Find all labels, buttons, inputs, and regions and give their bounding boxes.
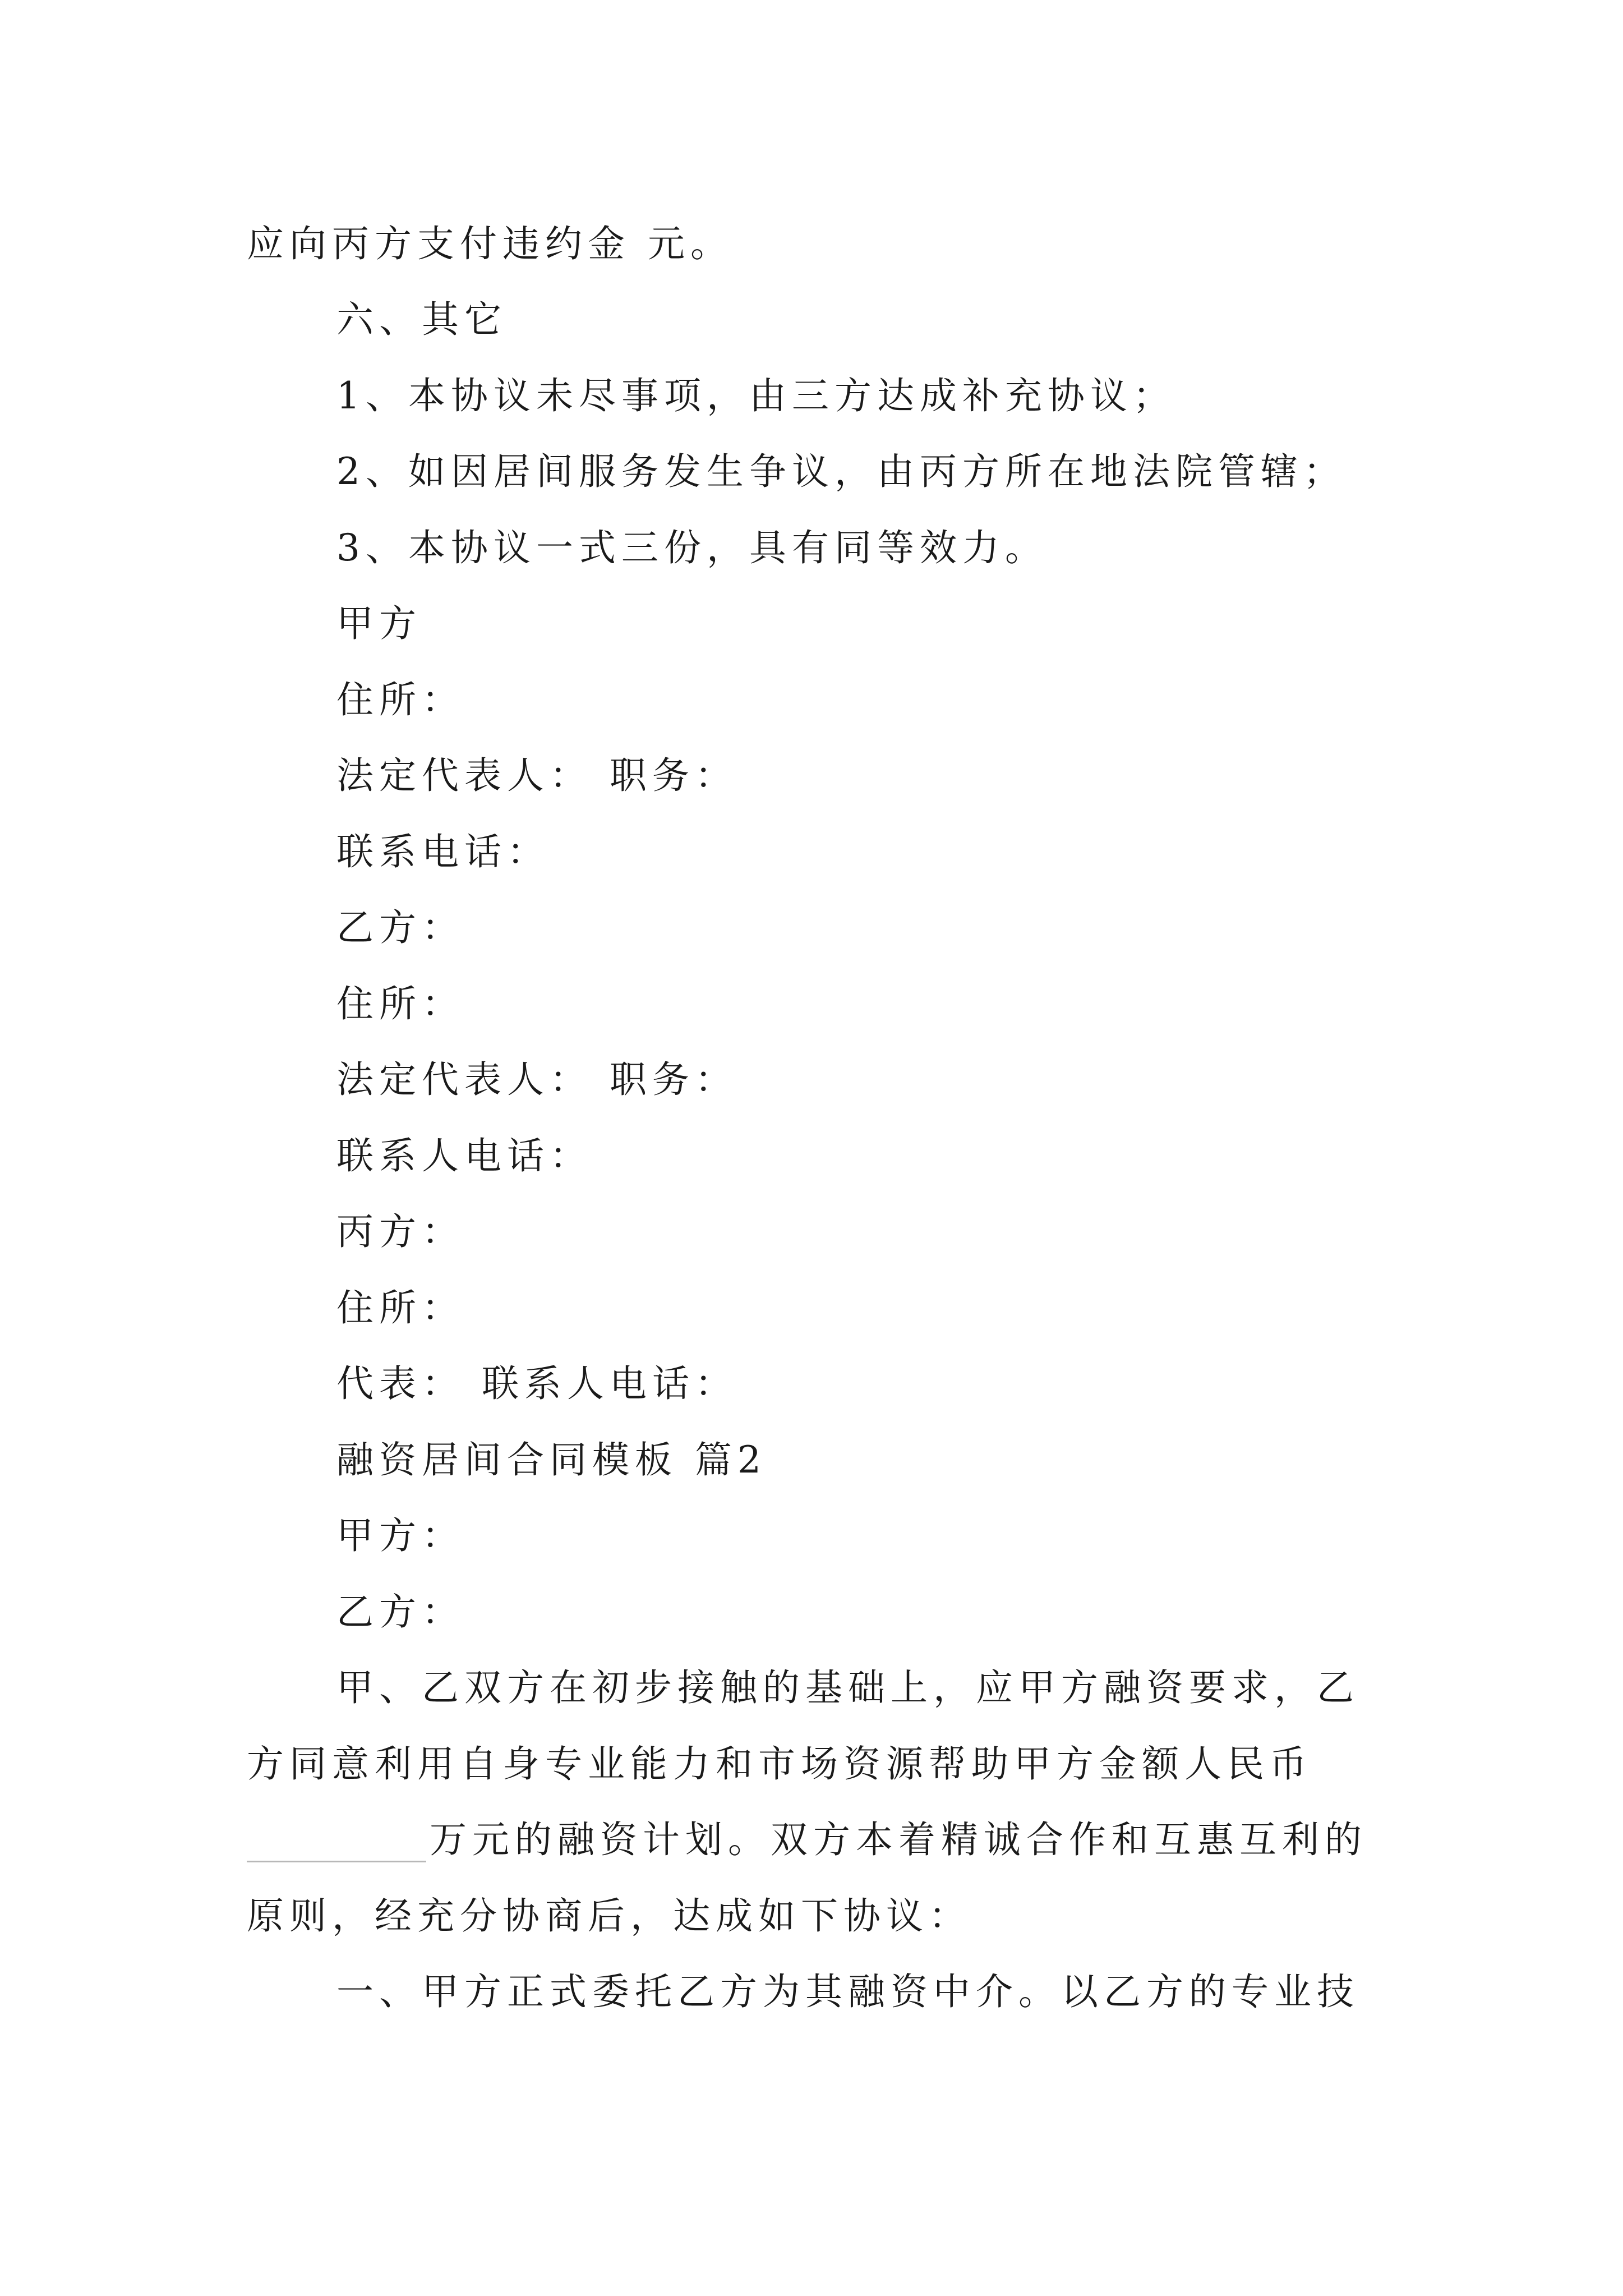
representative-label: 代表： 联系人电话：	[336, 1362, 737, 1405]
phone-label: 联系电话：	[336, 830, 550, 873]
text-line: 应向丙方支付违约金 元。	[247, 222, 733, 265]
paragraph-line: 方同意利用自身专业能力和市场资源帮助甲方金额人民币	[247, 1742, 1312, 1786]
text-line: 1、本协议未尽事项，由三方达成补充协议；	[336, 374, 1175, 417]
party-b-label: 乙方：	[336, 906, 464, 949]
party-b-label: 乙方：	[336, 1590, 464, 1634]
address-label: 住所：	[336, 678, 464, 721]
paragraph-line: 原则，经充分协商后，达成如下协议：	[247, 1894, 971, 1938]
party-c-label: 丙方：	[336, 1210, 464, 1253]
address-label: 住所：	[336, 1286, 464, 1329]
party-a-label: 甲方：	[336, 1514, 464, 1557]
contact-phone-label: 联系人电话：	[336, 1134, 592, 1177]
paragraph-line: 甲、乙双方在初步接触的基础上，应甲方融资要求，乙	[336, 1666, 1359, 1709]
party-a-label: 甲方	[336, 602, 422, 645]
legal-rep-label: 法定代表人： 职务：	[336, 754, 737, 797]
section-heading-other: 六、其它	[336, 298, 507, 341]
text-line: 3、本协议一式三份，具有同等效力。	[336, 526, 1048, 569]
paragraph-text: 万元的融资计划。双方本着精诚合作和互惠互利的	[430, 1818, 1367, 1861]
legal-rep-label: 法定代表人： 职务：	[336, 1058, 737, 1101]
section-title: 融资居间合同模板 篇2	[336, 1438, 767, 1481]
text-line: 2、如因居间服务发生争议，由丙方所在地法院管辖；	[336, 450, 1346, 493]
address-label: 住所：	[336, 982, 464, 1025]
paragraph-line: 一、甲方正式委托乙方为其融资中介。以乙方的专业技	[336, 1970, 1359, 2013]
fill-in-blank	[247, 1821, 426, 1862]
paragraph-line-with-blank	[247, 1818, 1367, 1862]
